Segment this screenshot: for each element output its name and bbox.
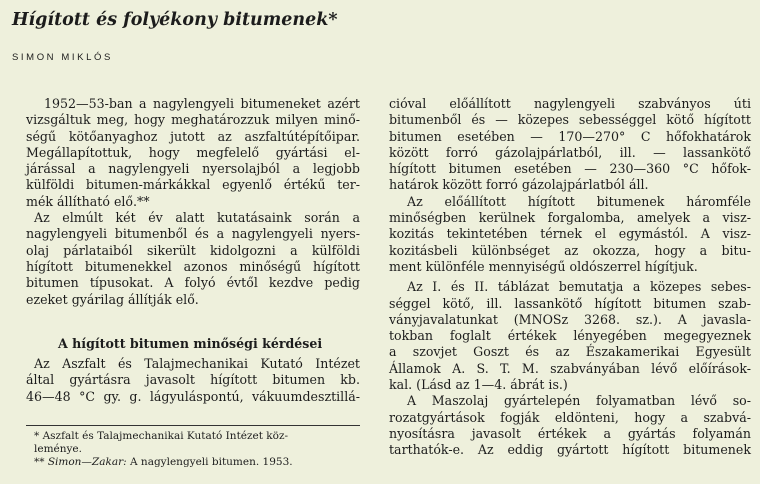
text-line: Megállapítottuk, hogy megfelelő gyártási el-: [26, 144, 360, 160]
text-line: ványjavalatunkat (MNOSz 3268. sz.). A javasla-: [389, 311, 751, 327]
text-line: ment különféle mennyiségű oldószerrel hígítjuk.: [389, 258, 698, 274]
left-paragraph-3: [26, 356, 360, 405]
text-line: kal. (Lásd az 1—4. ábrát is.): [389, 377, 568, 393]
article-title: Hígított és folyékony bitumenek*: [12, 10, 338, 30]
right-column: [389, 96, 751, 459]
text-line: nagylengyeli bitumenből és a nagylengyeli nyers-: [26, 226, 360, 242]
text-line: által gyártásra javasolt hígított bitumen kb.: [26, 372, 360, 388]
text-line: Az Aszfalt és Talajmechanikai Kutató Intézet: [34, 356, 360, 371]
text-line: ezeket gyárilag állítják elő.: [26, 291, 199, 307]
text-line: minőségben kerülnek forgalomba, amelyek a visz-: [389, 210, 751, 226]
text-line: nyosításra javasolt értékek a gyártás folyamán: [389, 425, 751, 441]
section-heading: A hígított bitumen minőségi kérdései: [58, 336, 323, 351]
text-line: kozitásbeli különbséget az okozza, hogy a bitu-: [389, 242, 751, 258]
footnote-author: Simon—Zakar:: [47, 456, 127, 468]
footnote-1-continued: leménye.: [34, 443, 82, 455]
text-line: rozatgyártások fogják eldönteni, hogy a szabvá-: [389, 409, 751, 425]
text-line: tarthatók-e. Az eddig gyártott hígított bitumenek: [389, 442, 751, 458]
right-paragraph-4: [389, 393, 751, 458]
text-line: tokban foglalt értékek lényegében megegyeznek: [389, 328, 751, 344]
article-author: SIMON MIKLÓS: [12, 52, 113, 63]
text-line: mék állítható elő.**: [26, 193, 150, 209]
text-line: ségű kötőanyaghoz jutott az aszfaltútépítőipar.: [26, 128, 360, 144]
text-line: Az elmúlt két év alatt kutatásaink során a: [34, 210, 360, 226]
footnote-mark: **: [34, 456, 45, 468]
left-paragraph-1: [26, 96, 360, 210]
text-line: járással a nagylengyeli nyersolajból a legjobb: [26, 161, 360, 177]
footnote-divider: [26, 425, 360, 426]
text-line: külföldi bitumen-márkákkal egyenlő értékű ter-: [26, 177, 360, 193]
text-line: bitumenből és — közepes sebességgel kötő hígított: [389, 112, 751, 128]
text-line: kozitás tekintetében térnek el egymástól. A visz-: [389, 226, 751, 242]
text-line: bitumen esetében — 170—270° C hőfokhatárok: [389, 128, 751, 144]
text-line: hígított bitumenekkel azonos minőségű hígított: [26, 258, 360, 274]
right-paragraph-1: [389, 96, 751, 194]
text-line: bitumen típusokat. A folyó évtől kezdve pedig: [26, 275, 360, 291]
text-line: Államok A. S. T. M. szabványában lévő előírások-: [389, 360, 751, 376]
text-line: között forró gázolajpárlatból, ill. — lassankötő: [389, 144, 751, 160]
text-line: olaj párlataiból sikerült kidolgozni a külföldi: [26, 242, 360, 258]
left-paragraph-2: [26, 210, 360, 308]
left-column-continued: [26, 356, 360, 405]
text-line: határok között forró gázolajpárlatból áll.: [389, 177, 649, 193]
footnote-2: [34, 456, 293, 469]
right-paragraph-3: [389, 279, 751, 393]
text-line: 1952—53-ban a nagylengyeli bitumeneket azért: [44, 96, 360, 111]
right-paragraph-2: [389, 194, 751, 275]
text-line: A Maszolaj gyártelepén folyamatban lévő so-: [407, 393, 751, 409]
text-line: vizsgáltuk meg, hogy meghatározzuk milyen minő-: [26, 112, 360, 128]
text-line: séggel kötő, ill. lassankötő hígított bitumen szab-: [389, 295, 751, 311]
left-column: [26, 96, 360, 308]
footnote-text: A nagylengyeli bitumen. 1953.: [126, 456, 293, 468]
text-line: cióval előállított nagylengyeli szabványos úti: [389, 96, 751, 111]
text-line: Az I. és II. táblázat bemutatja a közepes sebes-: [407, 279, 751, 295]
text-line: Az előállított hígított bitumenek háromféle: [407, 193, 751, 209]
text-line: 46—48 °C gy. g. lágyuláspontú, vákuumdesztillá-: [26, 388, 360, 404]
text-line: hígított bitumen esetében — 230—360 °C hőfok-: [389, 161, 751, 177]
footnote-1: * Aszfalt és Talajmechanikai Kutató Intézet köz-: [34, 430, 289, 442]
text-line: a szovjet Goszt és az Északamerikai Egyesült: [389, 344, 751, 360]
